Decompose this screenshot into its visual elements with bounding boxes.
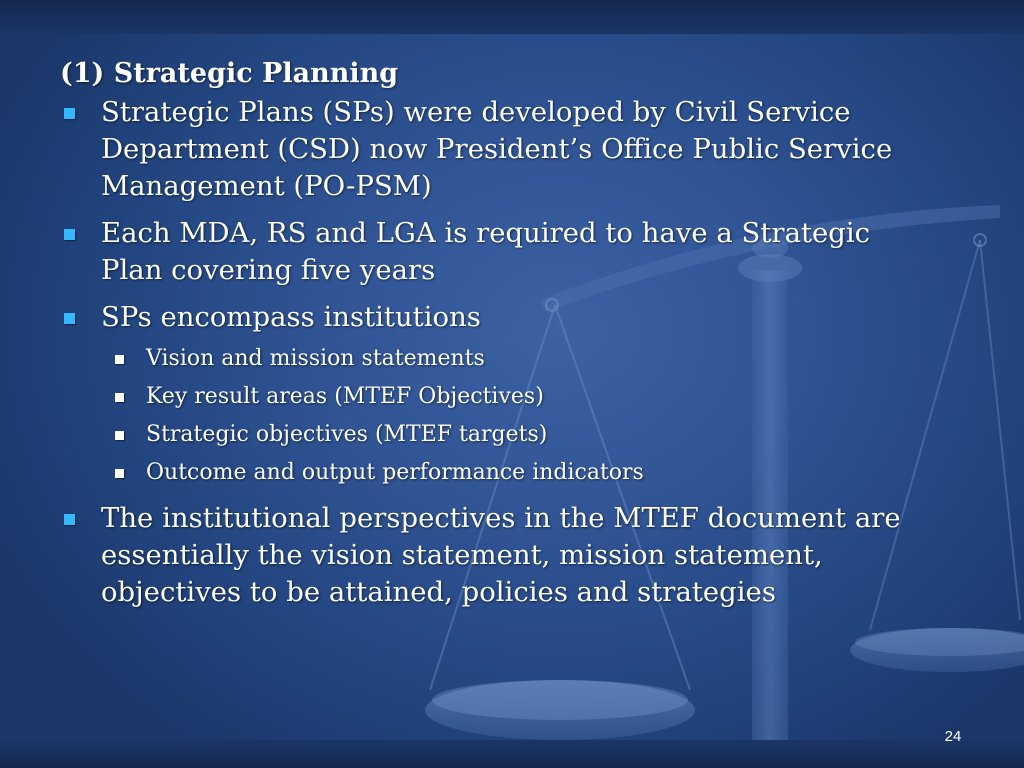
sub-bullet-text: Strategic objectives (MTEF targets) <box>146 422 548 447</box>
slide-content <box>60 56 940 621</box>
bullet-text: Strategic Plans (SPs) were developed by Civil Service Department (CSD) now President’s Office Public Service Management (PO-PSM) <box>101 96 893 202</box>
bottom-band <box>0 740 1024 768</box>
bullet-text: The institutional perspectives in the MTEF document are essentially the vision statement, mission statement, objectives to be attained, policies and strategies <box>101 502 901 608</box>
square-bullet-icon <box>115 469 124 478</box>
bullet-text: SPs encompass institutions <box>101 301 481 333</box>
slide-heading: (1) Strategic Planning <box>60 58 399 89</box>
bullet-item <box>60 94 940 205</box>
bullet-item <box>60 215 940 289</box>
sub-bullet-item <box>60 378 940 416</box>
sub-bullet-item <box>60 454 940 492</box>
square-bullet-icon <box>115 355 124 364</box>
bullet-item <box>60 299 940 336</box>
bullet-item <box>60 500 940 611</box>
sub-bullet-text: Key result areas (MTEF Objectives) <box>146 384 544 409</box>
square-bullet-icon <box>64 229 75 240</box>
page-number: 24 <box>944 728 962 745</box>
sub-bullet-item <box>60 340 940 378</box>
square-bullet-icon <box>64 313 75 324</box>
sub-bullet-list <box>60 340 940 492</box>
square-bullet-icon <box>64 108 75 119</box>
square-bullet-icon <box>115 393 124 402</box>
sub-bullet-text: Outcome and output performance indicators <box>146 460 644 485</box>
sub-bullet-item <box>60 416 940 454</box>
bullet-text: Each MDA, RS and LGA is required to have a Strategic Plan covering five years <box>101 217 871 286</box>
square-bullet-icon <box>115 431 124 440</box>
square-bullet-icon <box>64 514 75 525</box>
sub-bullet-text: Vision and mission statements <box>146 346 485 371</box>
